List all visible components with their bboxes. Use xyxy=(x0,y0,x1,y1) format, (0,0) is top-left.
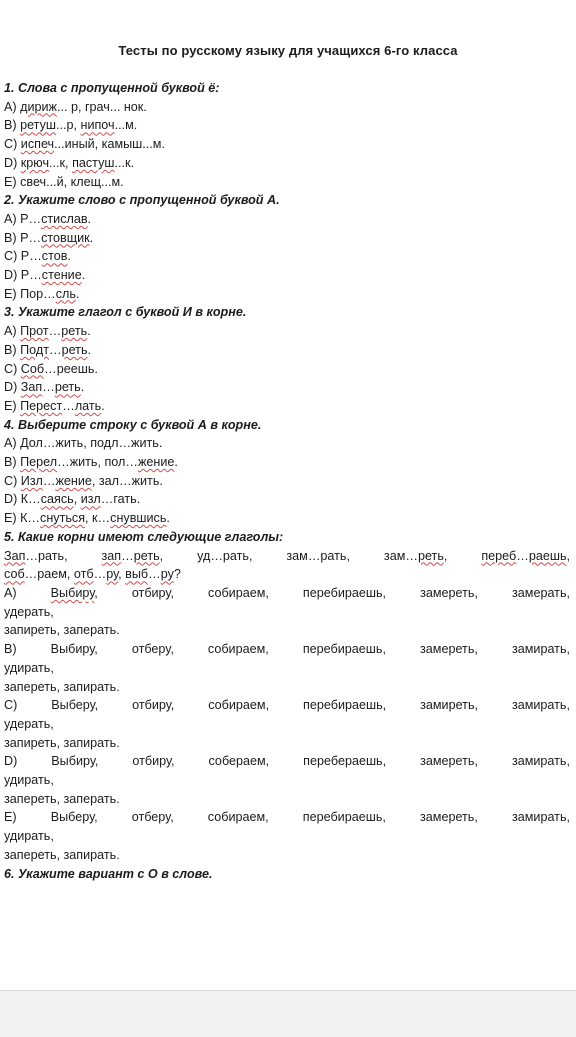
question-4-heading: 4. Выберите строку с буквой А в корне. xyxy=(4,417,262,432)
q3-option-e: Е) Перест…лать. xyxy=(4,398,105,413)
q4-option-c: С) Изл…жение, зал…жить. xyxy=(4,473,163,488)
q4-option-e: Е) К…снуться, к…снувшись. xyxy=(4,511,170,526)
q1-option-d: D) крюч...к, пастуш...к. xyxy=(4,155,135,170)
q1-option-b: В) ретуш...р, нипоч...м. xyxy=(4,118,138,133)
q5-option-b-cont-1: удирать, xyxy=(4,660,54,675)
question-5-heading: 5. Какие корни имеют следующие глаголы: xyxy=(4,529,284,544)
question-2-heading: 2. Укажите слово с пропущенной буквой А. xyxy=(4,193,280,208)
q5-option-a-cont-2: запиреть, заперать. xyxy=(4,623,120,638)
q3-option-d: D) Зап…реть. xyxy=(4,380,85,395)
q5-option-d-cont-1: удирать, xyxy=(4,773,54,788)
q5-option-b: В) Выбиру, отберу, собираем, перебираешь, замереть, замирать, xyxy=(4,642,570,657)
q5-option-e: Е) Выберу, отберу, собираем, перебираешь, замереть, замирать, xyxy=(4,810,570,825)
q5-option-e-cont-2: запереть, запирать. xyxy=(4,847,120,862)
question-3-heading: 3. Укажите глагол с буквой И в корне. xyxy=(4,305,247,320)
q5-option-c: С) Выберу, отбиру, собираем, перебираешь, замиреть, замирать, xyxy=(4,698,570,713)
q2-option-b: В) Р…стовщик. xyxy=(4,230,94,245)
question-6-heading: 6. Укажите вариант с О в слове. xyxy=(4,866,213,881)
page-title: Тесты по русскому языку для учащихся 6-го класса xyxy=(118,43,458,58)
q5-words-line-2: соб…раем, отб…ру, выб…ру? xyxy=(4,567,181,582)
q4-option-d: D) К…саясь, изл…гать. xyxy=(4,492,141,507)
q5-option-a: А) Выбиру, отбиру, собираем, перебираешь, замереть, замерать, xyxy=(4,585,571,600)
q2-option-e: Е) Пор…сль. xyxy=(4,286,80,301)
q5-words-line-1: Зап…рать, зап…реть, уд…рать, зам…рать, зам…реть, переб…раешь, xyxy=(4,548,571,563)
viewer-bottom-area xyxy=(0,990,576,1037)
q4-option-a: А) Дол…жить, подл…жить. xyxy=(4,436,163,451)
q2-option-d: D) Р…стение. xyxy=(4,268,86,283)
q3-option-a: А) Прот…реть. xyxy=(4,324,91,339)
q1-option-c: С) испеч...иный, камыш...м. xyxy=(4,137,165,152)
q5-option-d-cont-2: запереть, заперать. xyxy=(4,791,120,806)
q5-option-b-cont-2: запереть, запирать. xyxy=(4,679,120,694)
q5-option-a-cont-1: удерать, xyxy=(4,604,54,619)
q3-option-b: В) Подт…реть. xyxy=(4,342,92,357)
q2-option-a: А) Р…стислав. xyxy=(4,211,92,226)
q1-option-a: А) дириж... р, грач... нок. xyxy=(4,99,147,114)
q5-option-d: D) Выбиру, отбиру, собераем, переберaешь, замереть, замирать, xyxy=(4,754,570,769)
q2-option-c: С) Р…стов. xyxy=(4,249,71,264)
q4-option-b: В) Перел…жить, пол…жение. xyxy=(4,455,178,470)
q3-option-c: С) Соб…реешь. xyxy=(4,361,98,376)
question-1-heading: 1. Слова с пропущенной буквой ё: xyxy=(4,81,220,95)
test-content xyxy=(4,79,570,883)
q1-option-e: Е) свеч...й, клещ...м. xyxy=(4,174,124,189)
q5-option-c-cont-2: запиреть, запирать. xyxy=(4,735,120,750)
q5-option-c-cont-1: удерать, xyxy=(4,716,54,731)
q5-option-e-cont-1: удирать, xyxy=(4,829,54,844)
